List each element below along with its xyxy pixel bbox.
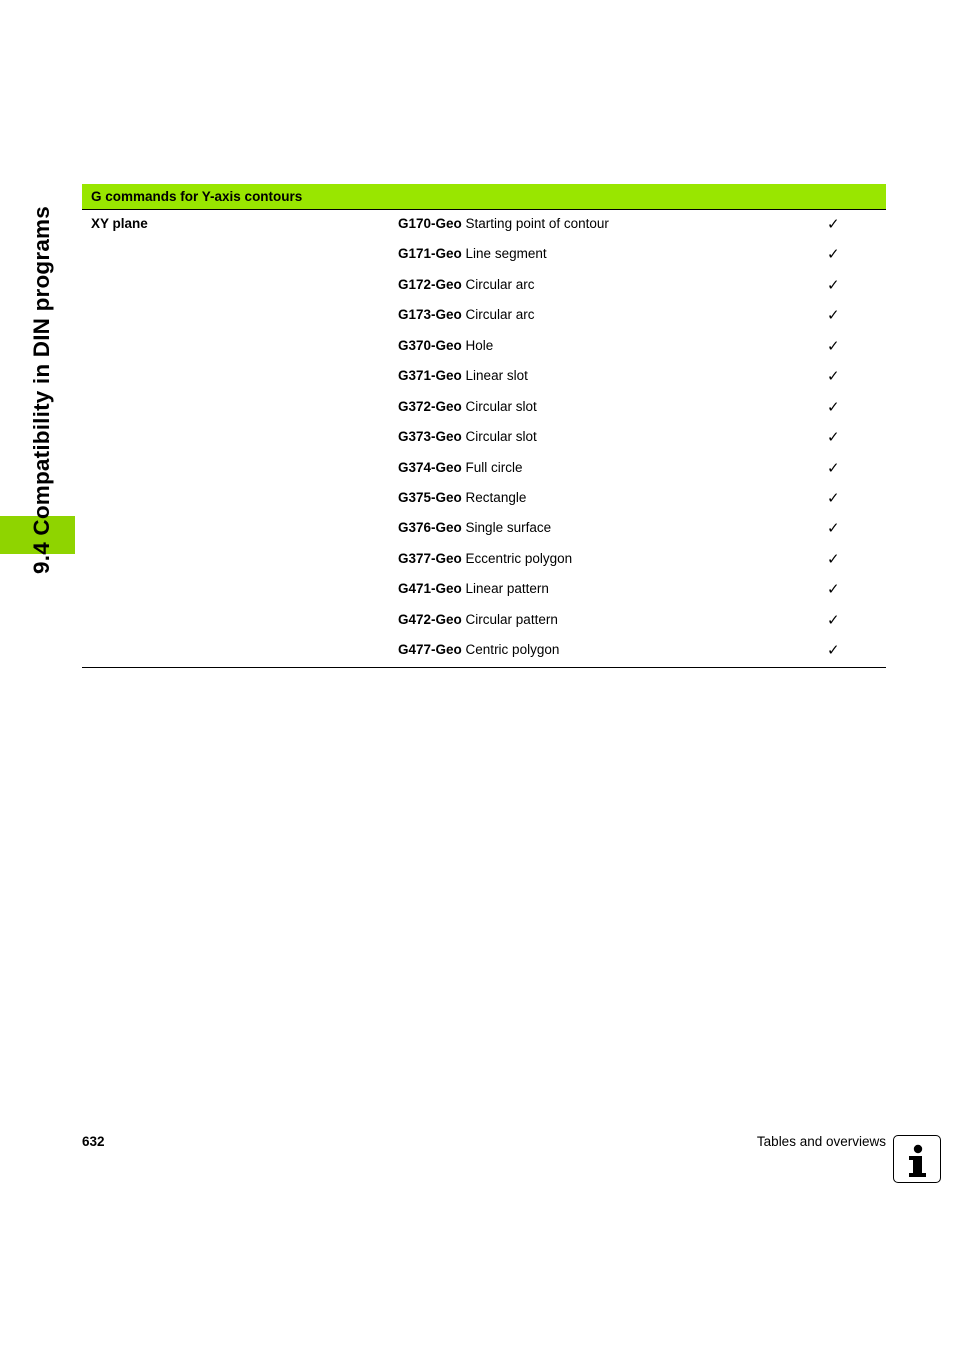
command-code: G371-Geo [398,368,462,384]
check-mark-icon: ✓ [827,398,840,416]
command-description: Full circle [465,459,523,475]
table-row [82,484,886,514]
command-cell [398,612,558,627]
check-mark-icon: ✓ [827,611,840,629]
command-cell [398,642,559,657]
page-number: 632 [82,1134,105,1149]
command-code: G471-Geo [398,581,462,597]
table-row [82,606,886,636]
command-cell [398,338,493,353]
command-cell [398,551,572,566]
table-row [82,271,886,301]
command-code: G373-Geo [398,429,462,445]
table-row [82,362,886,392]
check-mark-icon: ✓ [827,489,840,507]
command-cell [398,581,549,596]
check-mark-icon: ✓ [827,550,840,568]
check-mark-icon: ✓ [827,459,840,477]
command-cell [398,460,523,475]
command-cell [398,368,528,383]
command-description: Rectangle [465,489,527,505]
info-icon [893,1135,941,1183]
check-mark-icon: ✓ [827,520,840,538]
command-code: G375-Geo [398,489,462,505]
table-row [82,545,886,575]
command-description: Circular pattern [465,611,558,627]
table-row [82,575,886,605]
g-commands-table [82,184,886,668]
command-code: G172-Geo [398,276,462,292]
command-cell [398,520,551,535]
command-cell [398,246,547,261]
table-row [82,514,886,544]
table-header: G commands for Y-axis contours [82,184,886,210]
command-code: G372-Geo [398,398,462,414]
command-code: G477-Geo [398,642,462,658]
command-description: Eccentric polygon [465,550,573,566]
table-row [82,332,886,362]
command-code: G173-Geo [398,307,462,323]
command-cell [398,429,537,444]
check-mark-icon: ✓ [827,581,840,599]
section-title-vertical: 9.4 Compatibility in DIN programs [29,206,54,574]
command-cell [398,277,535,292]
check-mark-icon: ✓ [827,429,840,447]
check-mark-icon: ✓ [827,246,840,264]
command-description: Starting point of contour [465,216,609,231]
footer-section-title: Tables and overviews [756,1134,886,1149]
command-cell [398,399,537,414]
command-description: Line segment [465,246,547,262]
command-code: G376-Geo [398,520,462,536]
check-mark-icon: ✓ [827,276,840,294]
command-cell [398,216,609,231]
table-row [82,636,886,667]
table-row [82,393,886,423]
command-code: G171-Geo [398,246,462,262]
check-mark-icon: ✓ [827,307,840,325]
check-mark-icon: ✓ [827,337,840,355]
command-code: G370-Geo [398,337,462,353]
command-description: Single surface [465,520,552,536]
command-description: Circular arc [465,276,535,292]
table-body [82,210,886,667]
table-row [82,423,886,453]
command-description: Circular arc [465,307,535,323]
table-row [82,210,886,240]
command-cell [398,307,535,322]
table-row [82,454,886,484]
check-mark-icon: ✓ [827,368,840,386]
command-code: G472-Geo [398,611,462,627]
command-code: G374-Geo [398,459,462,475]
table-row [82,301,886,331]
command-description: Circular slot [465,429,537,445]
plane-label: XY plane [91,216,148,231]
command-description: Circular slot [465,398,537,414]
command-code: G377-Geo [398,550,462,566]
command-cell [398,490,526,505]
command-description: Linear slot [465,368,528,384]
command-description: Hole [465,337,494,353]
command-description: Centric polygon [465,642,560,658]
table-row [82,240,886,270]
check-mark-icon: ✓ [827,216,840,233]
check-mark-icon: ✓ [827,642,840,660]
command-description: Linear pattern [465,581,549,597]
command-code: G170-Geo [398,216,462,231]
